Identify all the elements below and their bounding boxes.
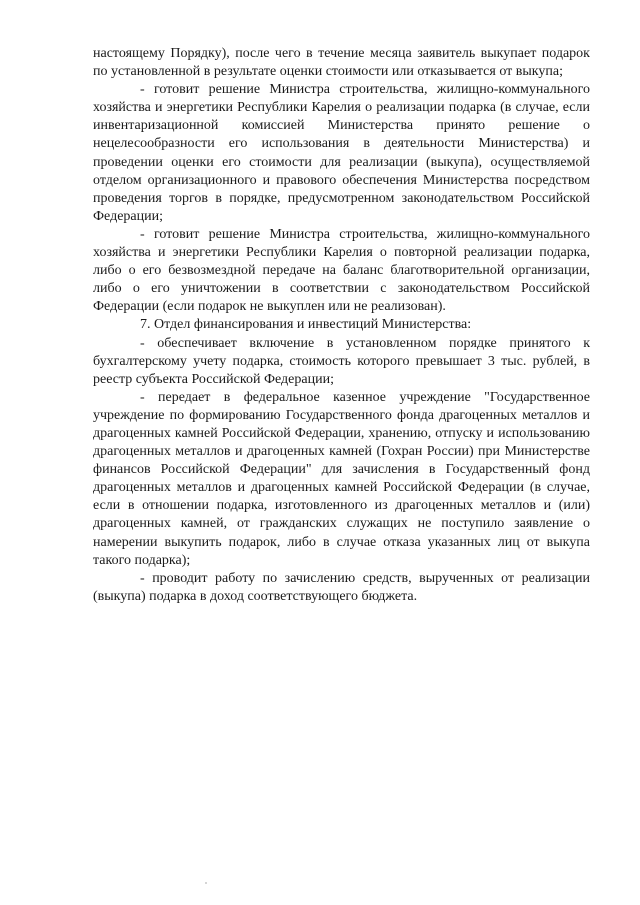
paragraph-dash-item: - обеспечивает включение в установленном порядке принятого к бухгалтерскому учету подарка, стоимость которого превышает 3 тыс. рублей, в реестр субъекта Российской Федерации; [93,335,590,387]
section-heading: 7. Отдел финансирования и инвестиций Министерства: [140,317,472,333]
scan-speck [205,882,207,884]
document-body [93,45,590,606]
paragraph-dash-item: - проводит работу по зачислению средств, вырученных от реализации (выкупа) подарка в доход соответствующего бюджета. [93,570,590,604]
paragraph-dash-item: - передает в федеральное казенное учреждение "Государственное учреждение по формированию Государственного фонда драгоценных металлов и драгоценных камней Российской Федерации, хранению, отпуску и использованию драгоценных металлов и драгоценных камней (Гохран России) при Министерстве финансов Российской Федерации" для зачисления в Государственный фонд драгоценных металлов и драгоценных камней Российской Федерации (в случае, если в отношении подарка, изготовленного из драгоценных металлов и (или) драгоценных камней, от гражданских служащих не поступило заявление о намерении выкупить подарок, либо в случае отказа указанных лиц от выкупа такого подарка); [93,389,590,568]
paragraph-dash-item: - готовит решение Министра строительства, жилищно-коммунального хозяйства и энергетики Республики Карелия о повторной реализации подарка, либо о его безвозмездной передаче на баланс благотворительной организации, либо о его уничтожении в соответствии с законодательством Российской Федерации (если подарок не выкуплен или не реализован). [93,226,590,315]
paragraph-continuation: настоящему Порядку), после чего в течение месяца заявитель выкупает подарок по установленной в результате оценки стоимости или отказывается от выкупа; [93,46,590,80]
paragraph-dash-item: - готовит решение Министра строительства, жилищно-коммунального хозяйства и энергетики Республики Карелия о реализации подарка (в случае, если инвентаризационной комиссией Министерства принято решение о нецелесообразности его использования в деятельности Министерства) и проведении оценки его стоимости для реализации (выкупа), осуществляемой отделом организационного и правового обеспечения Министерства посредством проведения торгов в порядке, предусмотренном законодательством Российской Федерации; [93,82,590,224]
